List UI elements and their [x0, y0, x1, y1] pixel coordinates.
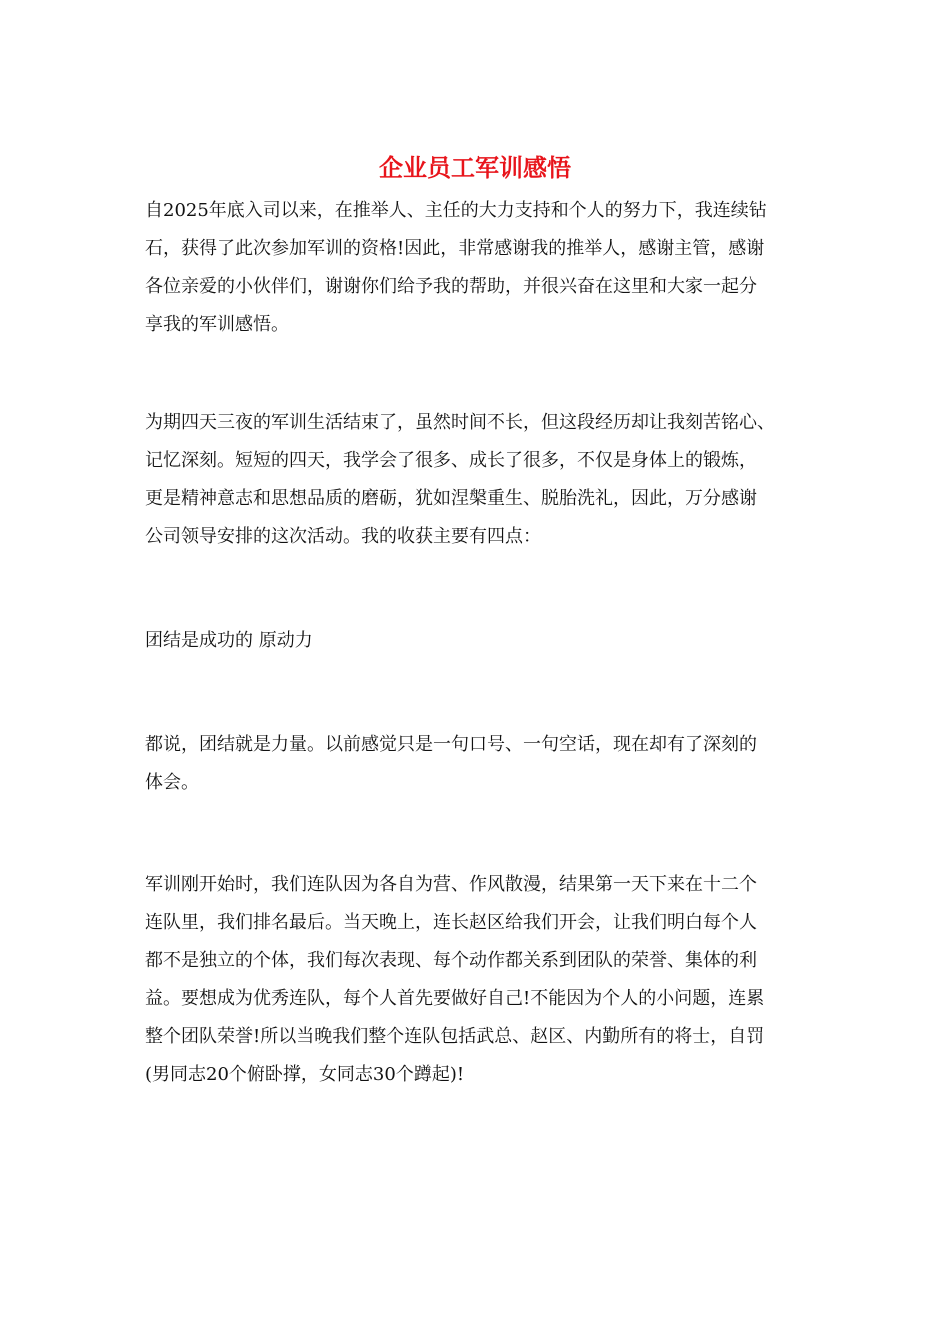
paragraph-summary [145, 404, 815, 556]
paragraph-line: 记忆深刻。短短的四天，我学会了很多、成长了很多，不仅是身体上的锻炼， [145, 450, 757, 471]
paragraph-line: 公司领导安排的这次活动。我的收获主要有四点： [145, 526, 541, 547]
paragraph-line: 益。要想成为优秀连队，每个人首先要做好自己!不能因为个人的小问题，连累 [145, 988, 765, 1009]
paragraph-line: 更是精神意志和思想品质的磨砺，犹如涅槃重生、脱胎洗礼，因此，万分感谢 [145, 488, 757, 509]
paragraph-line: (男同志20个俯卧撑，女同志30个蹲起)! [145, 1064, 465, 1085]
paragraph-line: 军训刚开始时，我们连队因为各自为营、作风散漫，结果第一天下来在十二个 [145, 874, 757, 895]
paragraph-line: 连队里，我们排名最后。当天晚上，连长赵区给我们开会，让我们明白每个人 [145, 912, 757, 933]
paragraph-line: 体会。 [145, 772, 199, 793]
paragraph-line: 整个团队荣誉!所以当晚我们整个连队包括武总、赵区、内勤所有的将士，自罚 [145, 1026, 765, 1047]
paragraph-training-story [145, 866, 815, 1094]
paragraph-line: 为期四天三夜的军训生活结束了，虽然时间不长，但这段经历却让我刻苦铭心、 [145, 412, 775, 433]
paragraph-line: 享我的军训感悟。 [145, 314, 289, 335]
section-heading [145, 622, 815, 660]
paragraph-unity [145, 726, 815, 802]
paragraph-intro [145, 192, 815, 344]
paragraph-line: 团结是成功的 原动力 [145, 630, 313, 651]
paragraph-line: 都不是独立的个体，我们每次表现、每个动作都关系到团队的荣誉、集体的利 [145, 950, 757, 971]
document-title: 企业员工军训感悟 [379, 153, 571, 182]
paragraph-line: 都说，团结就是力量。以前感觉只是一句口号、一句空话，现在却有了深刻的 [145, 734, 757, 755]
paragraph-line: 自2025年底入司以来，在推举人、主任的大力支持和个人的努力下，我连续钻 [145, 200, 767, 221]
paragraph-line: 石，获得了此次参加军训的资格!因此，非常感谢我的推举人，感谢主管，感谢 [145, 238, 765, 259]
paragraph-line: 各位亲爱的小伙伴们，谢谢你们给予我的帮助，并很兴奋在这里和大家一起分 [145, 276, 757, 297]
